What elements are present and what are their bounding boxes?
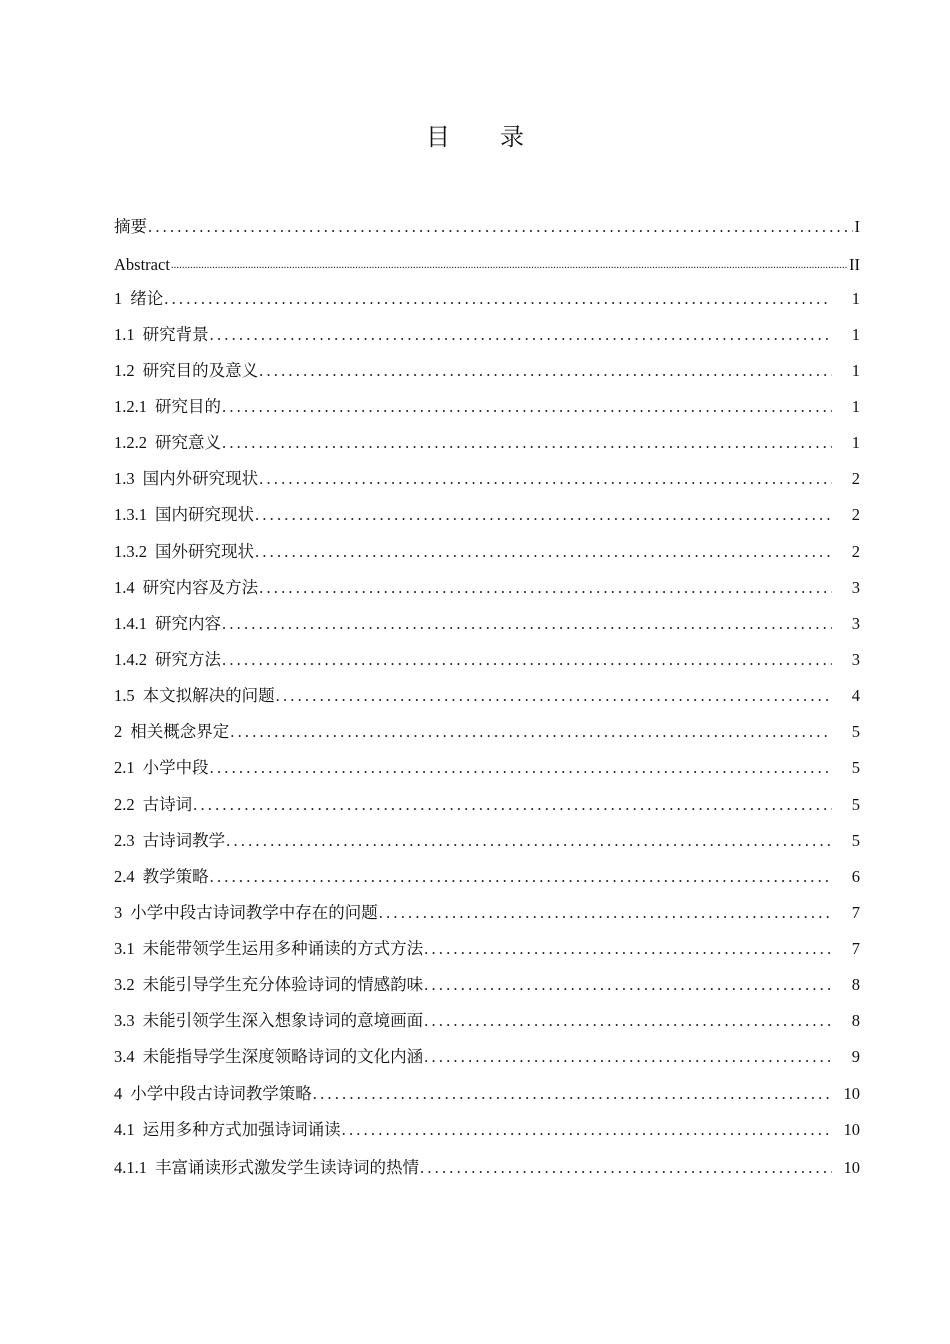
toc-entry-title: 研究意义 (155, 433, 221, 452)
toc-entry-label (114, 577, 258, 599)
toc-entry-number: 2.2 (114, 795, 135, 814)
toc-entry[interactable] (114, 1111, 860, 1141)
toc-dot-leader (255, 541, 832, 563)
toc-entry-label (114, 360, 258, 382)
toc-dot-leader (164, 288, 832, 310)
toc-entry[interactable] (114, 246, 860, 276)
toc-page-number: 7 (851, 903, 860, 922)
toc-entry-label (114, 866, 209, 888)
toc-page-number: 8 (851, 975, 860, 994)
toc-entry-label (114, 254, 170, 276)
toc-entry-label (114, 1119, 341, 1141)
toc-entry[interactable] (114, 822, 860, 852)
toc-entry-title: 国外研究现状 (155, 542, 254, 561)
toc-entry-label (114, 504, 254, 526)
toc-entry[interactable] (114, 569, 860, 599)
toc-entry-label (114, 1157, 419, 1179)
toc-entry-label (114, 830, 225, 852)
toc-entry-number: 4.1 (114, 1120, 135, 1139)
toc-page-number: 1 (851, 433, 860, 452)
toc-entry-number: 4.1.1 (114, 1158, 147, 1177)
toc-entry-label (114, 794, 192, 816)
toc-entry-label (114, 1010, 423, 1032)
toc-page-number: 1 (851, 289, 860, 308)
toc-dot-leader (424, 1010, 832, 1032)
toc-entry-number: 2.3 (114, 831, 135, 850)
toc-page-number: 1 (851, 361, 860, 380)
toc-entry[interactable] (114, 1002, 860, 1032)
toc-dot-leader (276, 685, 832, 707)
toc-entry-number: 1.2 (114, 361, 135, 380)
toc-entry-number: 2.4 (114, 867, 135, 886)
toc-entry-number: 1.4.1 (114, 614, 147, 633)
toc-page-number: 10 (843, 1158, 860, 1177)
toc-dot-leader (424, 974, 832, 996)
toc-dot-leader (424, 938, 832, 960)
toc-entry-number: 2.1 (114, 758, 135, 777)
toc-page-number: 10 (843, 1084, 860, 1103)
toc-entry[interactable] (114, 460, 860, 490)
toc-page-number: 2 (851, 469, 860, 488)
toc-entry-number: 1.2.1 (114, 397, 147, 416)
toc-entry[interactable] (114, 316, 860, 346)
toc-entry-title: 国内研究现状 (155, 505, 254, 524)
toc-entry-title: 研究目的 (155, 397, 221, 416)
toc-entry[interactable] (114, 533, 860, 563)
toc-entry-number: 4 (114, 1084, 123, 1103)
toc-entry-title: 摘要 (114, 217, 147, 236)
toc-entry-label (114, 1083, 312, 1105)
toc-dot-leader (171, 254, 847, 276)
toc-entry-title: 古诗词 (142, 795, 193, 814)
toc-entry[interactable] (114, 352, 860, 382)
toc-entry-title: 丰富诵读形式激发学生读诗词的热情 (155, 1158, 419, 1177)
toc-entry-title: 研究方法 (155, 650, 221, 669)
toc-page-number: 2 (851, 505, 860, 524)
toc-entry-title: 未能带领学生运用多种诵读的方式方法 (142, 939, 424, 958)
toc-entry-number: 3.2 (114, 975, 135, 994)
toc-dot-leader (313, 1083, 832, 1105)
toc-entry-label (114, 685, 275, 707)
toc-dot-leader (210, 757, 832, 779)
toc-entry-label (114, 938, 423, 960)
toc-entry-title: 研究内容及方法 (142, 578, 259, 597)
toc-page-number: 3 (851, 614, 860, 633)
toc-page-number: I (854, 217, 860, 236)
toc-entry[interactable] (114, 1149, 860, 1179)
toc-page-number: 10 (843, 1120, 860, 1139)
toc-page-number: 8 (851, 1011, 860, 1030)
toc-page-number: 5 (851, 722, 860, 741)
toc-entry[interactable] (114, 208, 860, 238)
toc-entry[interactable] (114, 786, 860, 816)
toc-entry-number: 3 (114, 903, 123, 922)
toc-page-number: 7 (851, 939, 860, 958)
toc-entry-title: 未能引导学生充分体验诗词的情感韵味 (142, 975, 424, 994)
toc-entry[interactable] (114, 605, 860, 635)
toc-entry-number: 3.1 (114, 939, 135, 958)
toc-entry-title: 国内外研究现状 (142, 469, 259, 488)
page-title: 目 录 (426, 125, 546, 151)
toc-entry[interactable] (114, 930, 860, 960)
toc-entry-number: 1 (114, 289, 123, 308)
toc-dot-leader (222, 432, 832, 454)
toc-entry-title: 研究目的及意义 (142, 361, 259, 380)
toc-page-number: 4 (851, 686, 860, 705)
toc-entry-label (114, 324, 209, 346)
toc-entry-title: 运用多种方式加强诗词诵读 (142, 1120, 341, 1139)
toc-page-number: 2 (851, 542, 860, 561)
toc-entry-title: 研究背景 (142, 325, 209, 344)
toc-entry-label (114, 1046, 423, 1068)
toc-entry[interactable] (114, 858, 860, 888)
toc-page-number: 3 (851, 578, 860, 597)
toc-dot-leader (342, 1119, 832, 1141)
toc-entry-title: 本文拟解决的问题 (142, 686, 275, 705)
toc-dot-leader (259, 577, 832, 599)
toc-dot-leader (230, 721, 832, 743)
toc-dot-leader (210, 324, 832, 346)
toc-entry-number: 1.3.2 (114, 542, 147, 561)
toc-entry-title: 古诗词教学 (142, 831, 226, 850)
toc-page-number: 6 (851, 867, 860, 886)
toc-entry[interactable] (114, 749, 860, 779)
toc-entry-label (114, 613, 221, 635)
toc-entry[interactable] (114, 280, 860, 310)
toc-entry-label (114, 902, 378, 924)
toc-dot-leader (226, 830, 832, 852)
toc-entry[interactable] (114, 713, 860, 743)
toc-entry-title: 小学中段 (142, 758, 209, 777)
toc-entry[interactable] (114, 894, 860, 924)
toc-entry-title: 绪论 (130, 289, 164, 308)
toc-entry-title: 小学中段古诗词教学策略 (130, 1084, 312, 1103)
toc-entry[interactable] (114, 677, 860, 707)
toc-page-number: 3 (851, 650, 860, 669)
toc-entry[interactable] (114, 1038, 860, 1068)
toc-entry-label (114, 468, 258, 490)
toc-entry-number: 1.2.2 (114, 433, 147, 452)
toc-page-number: 1 (851, 325, 860, 344)
toc-entry-label (114, 757, 209, 779)
toc-entry-label (114, 974, 423, 996)
toc-entry-label (114, 216, 147, 238)
toc-entry-title: 研究内容 (155, 614, 221, 633)
toc-entry[interactable] (114, 1075, 860, 1105)
toc-dot-leader (424, 1046, 832, 1068)
toc-entry-number: 1.5 (114, 686, 135, 705)
toc-entry-number: 1.4.2 (114, 650, 147, 669)
toc-page-number: II (849, 255, 860, 274)
toc-dot-leader (420, 1157, 832, 1179)
toc-dot-leader (255, 504, 832, 526)
toc-entry-number: 2 (114, 722, 123, 741)
toc-dot-leader (222, 396, 832, 418)
toc-page-number: 5 (851, 831, 860, 850)
toc-entry[interactable] (114, 641, 860, 671)
toc-page-number: 5 (851, 795, 860, 814)
toc-entry-label (114, 432, 221, 454)
toc-entry-number: 3.4 (114, 1047, 135, 1066)
toc-entry-label (114, 396, 221, 418)
toc-page-number: 1 (851, 397, 860, 416)
toc-entry-number: 1.1 (114, 325, 135, 344)
toc-entry-title: Abstract (114, 255, 170, 274)
toc-entry-title: 相关概念界定 (130, 722, 230, 741)
toc-dot-leader (210, 866, 832, 888)
toc-entry-title: 未能指导学生深度领略诗词的文化内涵 (142, 1047, 424, 1066)
toc-entry-label (114, 541, 254, 563)
toc-entry-title: 教学策略 (142, 867, 209, 886)
toc-entry[interactable] (114, 496, 860, 526)
toc-dot-leader (222, 649, 832, 671)
toc-dot-leader (148, 216, 853, 238)
toc-page-number: 9 (851, 1047, 860, 1066)
toc-entry-title: 小学中段古诗词教学中存在的问题 (130, 903, 378, 922)
toc-entry-label (114, 649, 221, 671)
toc-entry-label (114, 288, 163, 310)
toc-entry-label (114, 721, 229, 743)
toc-dot-leader (259, 360, 832, 382)
toc-dot-leader (193, 794, 832, 816)
toc-entry-title: 未能引领学生深入想象诗词的意境画面 (142, 1011, 424, 1030)
toc-page-number: 5 (851, 758, 860, 777)
toc-entry-number: 1.3 (114, 469, 135, 488)
toc-entry-number: 1.3.1 (114, 505, 147, 524)
toc-dot-leader (259, 468, 832, 490)
toc-entry[interactable] (114, 424, 860, 454)
toc-dot-leader (222, 613, 832, 635)
toc-dot-leader (379, 902, 832, 924)
toc-entry[interactable] (114, 966, 860, 996)
toc-entry-number: 1.4 (114, 578, 135, 597)
toc-entry-number: 3.3 (114, 1011, 135, 1030)
toc-entry[interactable] (114, 388, 860, 418)
